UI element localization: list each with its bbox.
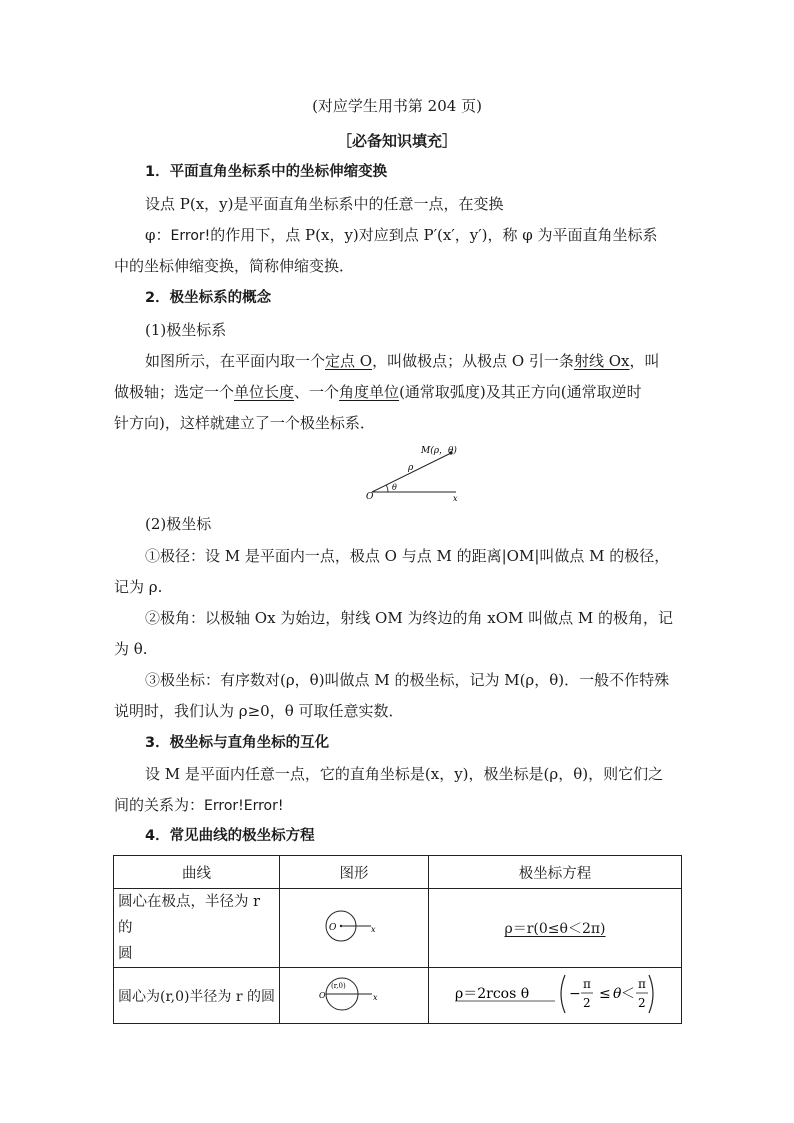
section-heading: ［必备知识填充］: [336, 132, 457, 150]
eq-two-2: 2: [638, 995, 646, 1010]
table-header-row: [114, 856, 682, 889]
error-field: Error!Error!: [204, 798, 284, 814]
table-row: [114, 968, 682, 1024]
label-m: M(ρ，θ): [421, 446, 457, 456]
s2-p1: [145, 351, 659, 371]
polar-radius-a: ①极径：设 M 是平面内一点，极点 O 与点 M 的距离|OM|叫做点 M 的极径，: [145, 547, 670, 565]
circle-offset-figure: [316, 972, 392, 1016]
s3-p1: 设 M 是平面内任意一点，它的直角坐标是(x，y)，极坐标是(ρ，θ)，则它们之: [145, 765, 664, 783]
label-x: x: [373, 992, 378, 1002]
s2-p1-b: ，叫做极点；从极点 O 引一条: [372, 352, 574, 370]
label-x: x: [371, 925, 376, 934]
circle-at-pole-figure: [319, 904, 389, 948]
s2-p2-a: 做极轴；选定一个: [114, 383, 235, 401]
label-theta: θ: [392, 483, 397, 492]
phi-label: φ：: [145, 226, 171, 244]
label-origin: O: [366, 492, 374, 502]
row1-figure: [280, 889, 429, 968]
s2-p2-c: (通常取弧度)及其正方向(通常取逆时: [399, 383, 642, 401]
label-axis-x: x: [453, 494, 458, 503]
row2-equation-formula: [455, 969, 655, 1019]
s2-p1-c: ，叫: [629, 352, 660, 370]
polar-angle-a: ②极角：以极轴 Ox 为始边，射线 OM 为终边的角 xOM 叫做点 M 的极角，记: [145, 609, 674, 627]
polar-angle-b: 为 θ.: [114, 640, 148, 658]
error-field: Error!: [170, 228, 211, 244]
header-figure: 图形: [280, 856, 429, 889]
eq-minus: −: [569, 985, 581, 1002]
row1-curve-b: 圆: [118, 946, 133, 962]
eq-leq: ≤: [599, 985, 611, 1002]
s2-p3: 针方向)，这样就建立了一个极坐标系．: [114, 414, 375, 432]
fill-unit-length: 单位长度: [234, 383, 295, 401]
header-curve: 曲线: [114, 856, 280, 889]
polar-coord-a: ③极坐标：有序数对(ρ，θ)叫做点 M 的极坐标，记为 M(ρ，θ)．一般不作特殊: [145, 671, 670, 689]
s2-sub2: (2)极坐标: [145, 515, 212, 533]
row1-equation: [429, 889, 682, 968]
eq-theta: θ: [613, 985, 622, 1002]
row2-figure: [280, 968, 429, 1024]
s3-p2: [114, 795, 284, 816]
eq-two-1: 2: [583, 995, 591, 1010]
table-row: [114, 889, 682, 968]
label-o: O: [329, 923, 337, 933]
fill-ray: 射线 Ox: [573, 352, 630, 370]
eq-lt: ＜: [621, 985, 636, 1002]
s3-p2-a: 间的关系为：: [114, 796, 205, 814]
s1-p2: [145, 225, 658, 246]
label-rho: ρ: [408, 463, 414, 473]
s1-p2-text: 的作用下，点 P(x，y)对应到点 P′(x′，y′)，称 φ 为平面直角坐标系: [210, 226, 658, 244]
polar-coord-b: 说明时，我们认为 ρ≥0，θ 可取任意实数．: [114, 702, 404, 720]
polar-radius-b: 记为 ρ.: [114, 578, 163, 596]
curves-table: [113, 855, 682, 1024]
s2-p2-b: 、一个: [294, 383, 340, 401]
fill-fixed-point: 定点 O: [325, 352, 373, 370]
s1-title: 1．平面直角坐标系中的坐标伸缩变换: [145, 164, 388, 180]
left-paren: [561, 975, 565, 1013]
s1-p1: 设点 P(x，y)是平面直角坐标系中的任意一点，在变换: [145, 195, 504, 213]
s2-p2: [114, 382, 642, 402]
eq-lhs: ρ＝2rcos θ: [455, 985, 530, 1002]
s3-title: 3．极坐标与直角坐标的互化: [145, 735, 330, 751]
label-center: (r,0): [331, 981, 346, 990]
row1-curve-a: 圆心在极点，半径为 r 的: [118, 894, 261, 936]
label-o: O: [319, 990, 326, 1000]
pole-dot: [340, 925, 342, 927]
row1-equation-text: ρ＝r(0≤θ＜2π): [504, 921, 606, 937]
fill-angle-unit: 角度单位: [339, 383, 400, 401]
right-paren: [649, 975, 653, 1013]
eq-pi-2: π: [638, 976, 646, 991]
s2-sub1: (1)极坐标系: [145, 321, 227, 339]
row2-equation: [429, 968, 682, 1024]
header-equation: 极坐标方程: [429, 856, 682, 889]
polar-figure: [360, 440, 470, 504]
s2-title: 2．极坐标系的概念: [145, 290, 272, 306]
row2-curve: 圆心为(r,0)半径为 r 的圆: [114, 968, 280, 1024]
s1-p3: 中的坐标伸缩变换，简称伸缩变换．: [114, 257, 355, 275]
angle-arc: [386, 485, 388, 492]
page-reference: (对应学生用书第 204 页): [312, 97, 482, 115]
row1-curve: [114, 889, 280, 968]
s4-title: 4．常见曲线的极坐标方程: [145, 828, 315, 844]
s2-p1-a: 如图所示，在平面内取一个: [145, 352, 326, 370]
eq-pi-1: π: [583, 976, 591, 991]
